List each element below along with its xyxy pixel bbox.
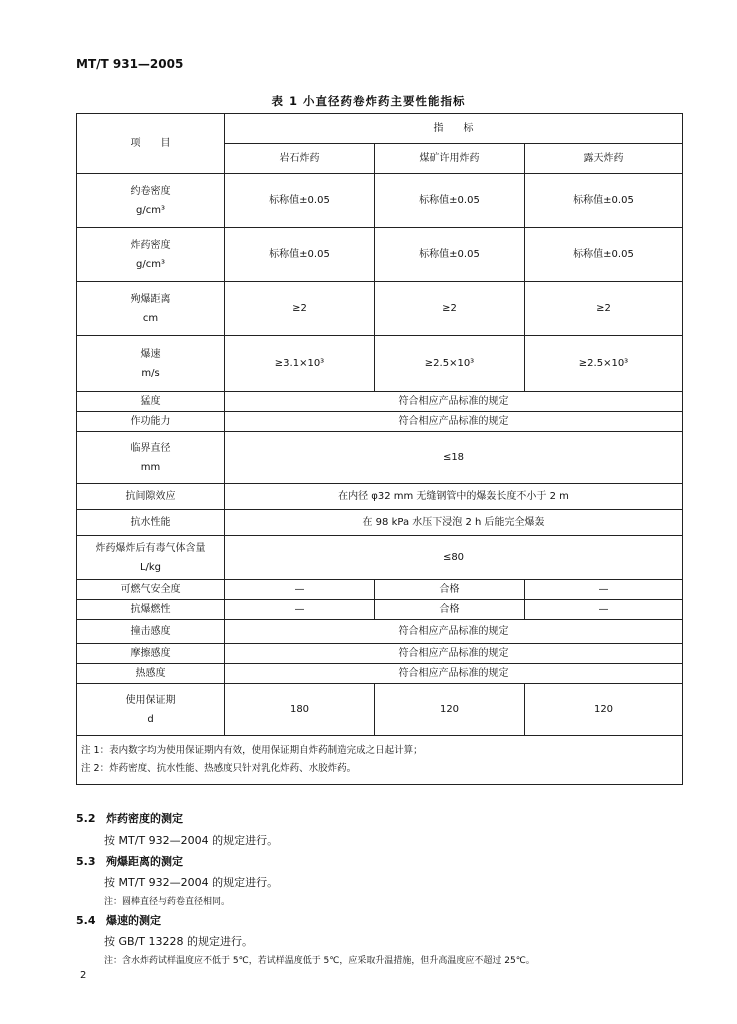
row-label [77, 620, 225, 644]
table-row [77, 282, 683, 336]
standard-code-header: MT/T 931—2005 [76, 57, 184, 71]
row-value: — [225, 600, 375, 620]
table-note: 注 1：表内数字均为使用保证期内有效，使用保证期自炸药制造完成之日起计算； [81, 745, 423, 756]
row-value-span: 符合相应产品标准的规定 [225, 392, 683, 412]
table-row [77, 684, 683, 736]
row-value: 标称值±0.05 [375, 174, 525, 228]
row-label-line: 可燃气安全度 [120, 584, 181, 595]
row-label [77, 580, 225, 600]
row-label-line: g/cm³ [136, 258, 165, 270]
row-value: ≥2.5×10³ [375, 336, 525, 392]
row-label-line: 抗爆燃性 [130, 604, 171, 615]
row-value: 标称值±0.05 [375, 228, 525, 282]
row-label-line: 约卷密度 [130, 185, 171, 197]
row-label [77, 600, 225, 620]
row-value: — [225, 580, 375, 600]
row-label [77, 484, 225, 510]
section-5-3-text: 按 MT/T 932—2004 的规定进行。 [104, 876, 279, 889]
row-label-line: 爆速 [140, 348, 161, 360]
row-value: — [525, 600, 683, 620]
row-value: 合格 [375, 600, 525, 620]
row-label-line: 殉爆距离 [130, 293, 171, 305]
section-5-4-heading: 5.4 爆速的测定 [76, 914, 161, 927]
row-value-span: ≤18 [225, 432, 683, 484]
row-value: ≥2 [225, 282, 375, 336]
row-label-line: 炸药密度 [130, 239, 171, 251]
row-label-line: 撞击感度 [130, 626, 171, 637]
row-value-span: 符合相应产品标准的规定 [225, 664, 683, 684]
row-label [77, 664, 225, 684]
row-label-line: 摩擦感度 [130, 648, 171, 659]
row-value: 标称值±0.05 [525, 228, 683, 282]
row-label [77, 432, 225, 484]
row-value: 标称值±0.05 [525, 174, 683, 228]
row-label [77, 412, 225, 432]
row-label-line: 抗间隙效应 [125, 491, 176, 502]
row-label-line: 抗水性能 [130, 517, 171, 528]
row-label [77, 174, 225, 228]
section-5-2-heading: 5.2 炸药密度的测定 [76, 812, 183, 825]
row-label-line: 临界直径 [130, 442, 171, 454]
row-label [77, 392, 225, 412]
table-row [77, 510, 683, 536]
row-label-line: cm [142, 312, 159, 324]
table-row [77, 392, 683, 412]
row-value: 标称值±0.05 [225, 228, 375, 282]
section-5-3-heading: 5.3 殉爆距离的测定 [76, 855, 183, 868]
row-label-line: g/cm³ [136, 204, 165, 216]
row-value-span: 符合相应产品标准的规定 [225, 644, 683, 664]
row-label [77, 536, 225, 580]
row-label [77, 510, 225, 536]
row-label-line: 炸药爆炸后有毒气体含量 [95, 542, 206, 554]
row-value: ≥2 [375, 282, 525, 336]
table-row [77, 228, 683, 282]
header-col-open: 露天炸药 [525, 144, 683, 174]
page-number: 2 [80, 970, 87, 981]
row-label [77, 228, 225, 282]
table-row [77, 620, 683, 644]
header-col-rock: 岩石炸药 [225, 144, 375, 174]
row-label-line: m/s [141, 367, 160, 379]
row-label-line: 猛度 [140, 396, 161, 407]
row-value: ≥2.5×10³ [525, 336, 683, 392]
header-indicator: 指 标 [225, 114, 683, 144]
table-row [77, 336, 683, 392]
row-value-span: 在 98 kPa 水压下浸泡 2 h 后能完全爆轰 [225, 510, 683, 536]
table-row [77, 644, 683, 664]
section-5-3-note: 注：圆棒直径与药卷直径相同。 [104, 897, 231, 907]
row-label-line: L/kg [139, 561, 162, 573]
table-caption: 表 1 小直径药卷炸药主要性能指标 [271, 94, 466, 108]
table-row [77, 580, 683, 600]
row-label [77, 336, 225, 392]
row-label-line: 使用保证期 [125, 694, 176, 706]
row-value-span: ≤80 [225, 536, 683, 580]
row-label [77, 644, 225, 664]
table-row [77, 600, 683, 620]
header-col-coal: 煤矿许用炸药 [375, 144, 525, 174]
row-value: 标称值±0.05 [225, 174, 375, 228]
row-value: 120 [525, 684, 683, 736]
performance-table [76, 113, 683, 785]
row-value: 180 [225, 684, 375, 736]
section-5-2-text: 按 MT/T 932—2004 的规定进行。 [104, 834, 279, 847]
row-label [77, 282, 225, 336]
table-row [77, 664, 683, 684]
row-value-span: 在内径 φ32 mm 无缝钢管中的爆轰长度不小于 2 m [225, 484, 683, 510]
row-label-line: d [147, 713, 154, 725]
table-row [77, 412, 683, 432]
row-label-line: 热感度 [135, 668, 166, 679]
section-5-4-note: 注：含水炸药试样温度应不低于 5℃，若试样温度低于 5℃，应采取升温措施，但升高温度应不超过 25℃。 [104, 956, 535, 966]
row-value: ≥2 [525, 282, 683, 336]
row-value: 120 [375, 684, 525, 736]
section-5-4-text: 按 GB/T 13228 的规定进行。 [104, 935, 253, 948]
table-row [77, 174, 683, 228]
row-value: — [525, 580, 683, 600]
header-item: 项 目 [77, 114, 225, 174]
row-label-line: 作功能力 [130, 416, 171, 427]
table-row [77, 484, 683, 510]
table-row [77, 432, 683, 484]
table-row [77, 536, 683, 580]
row-value-span: 符合相应产品标准的规定 [225, 620, 683, 644]
table-notes [77, 736, 683, 785]
row-label-line: mm [140, 461, 161, 473]
row-value: 合格 [375, 580, 525, 600]
row-value-span: 符合相应产品标准的规定 [225, 412, 683, 432]
table-note: 注 2：炸药密度、抗水性能、热感度只针对乳化炸药、水胶炸药。 [81, 763, 357, 775]
row-value: ≥3.1×10³ [225, 336, 375, 392]
row-label [77, 684, 225, 736]
